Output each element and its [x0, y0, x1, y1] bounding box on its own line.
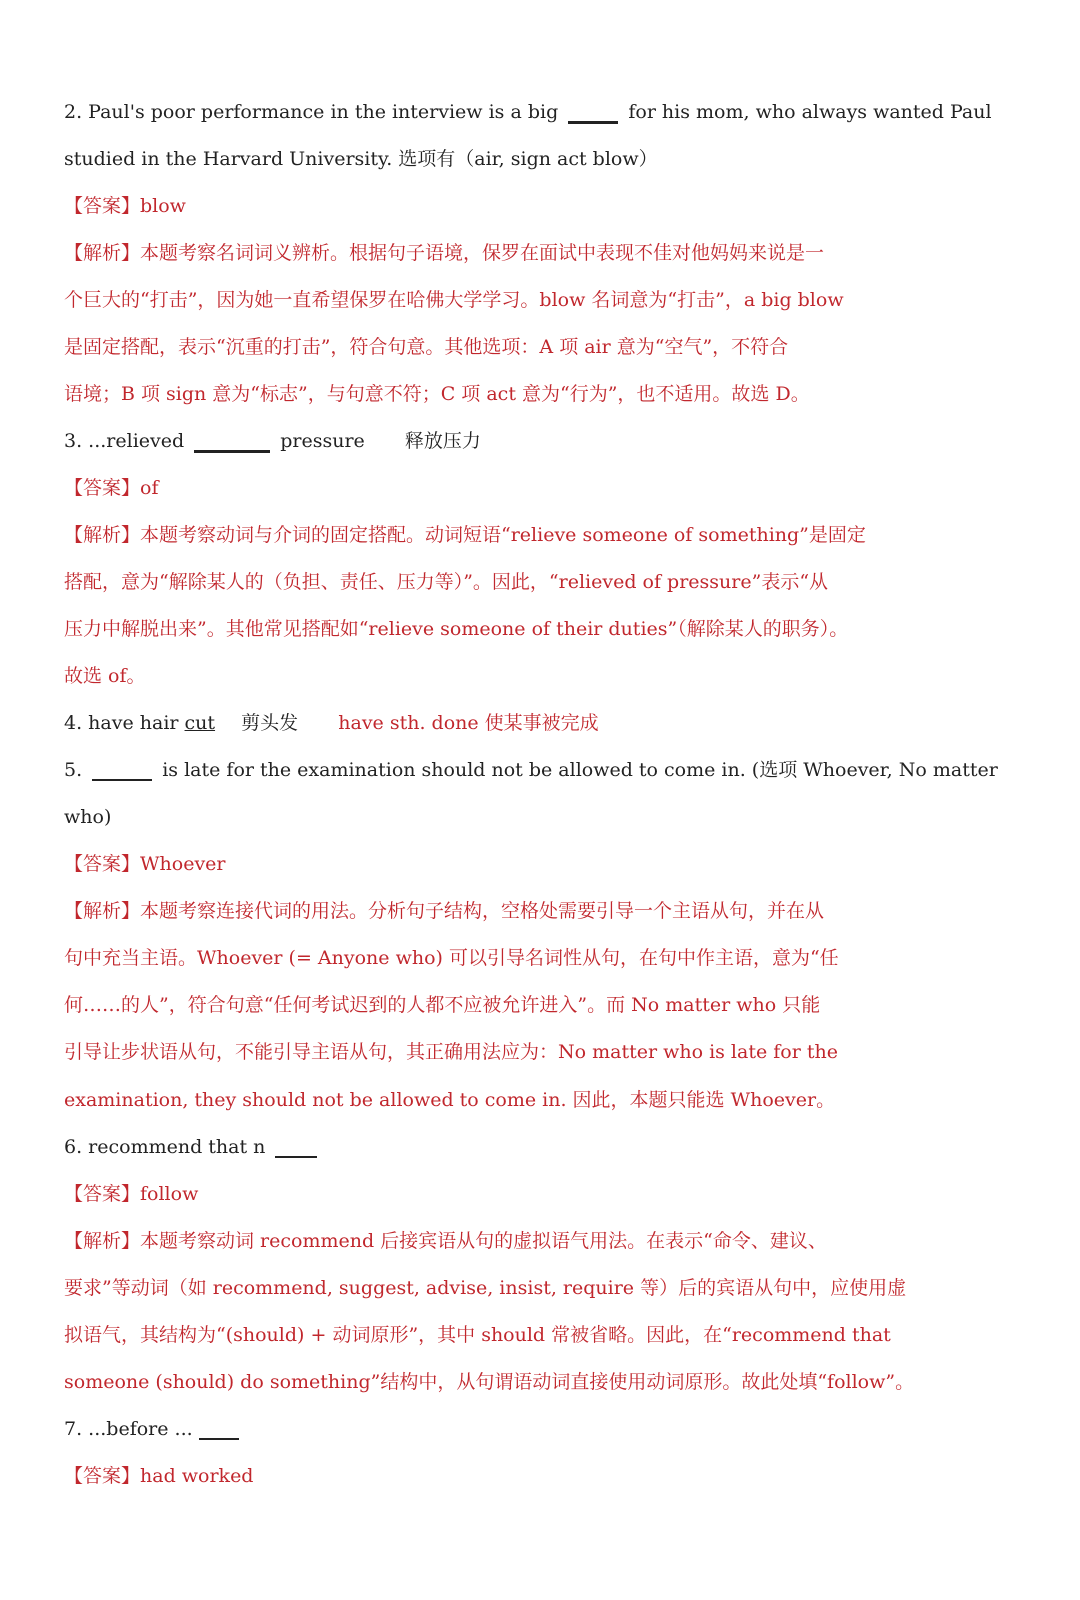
- question-2-line-2: studied in the Harvard University. 选项有（air, sign act blow）: [64, 148, 658, 170]
- question-5-prefix: 5.: [64, 759, 83, 781]
- question-6-line: [64, 1127, 914, 1167]
- question-7-answer: 【答案】had worked: [64, 1465, 254, 1487]
- question-4-line: [64, 703, 914, 743]
- question-6-analysis-line-1: 【解析】本题考察动词 recommend 后接宾语从句的虚拟语气用法。在表示“命令、建议、: [64, 1230, 827, 1252]
- answer-blank: [199, 1420, 239, 1440]
- question-5-line-2: who): [64, 806, 112, 828]
- question-2-analysis-line-1: 【解析】本题考察名词词义辨析。根据句子语境，保罗在面试中表现不佳对他妈妈来说是一: [64, 242, 825, 264]
- question-6-analysis-line-3: 拟语气，其结构为“(should) + 动词原形”，其中 should 常被省略。因此，在“recommend that: [64, 1324, 891, 1346]
- question-2-analysis-line-4: 语境；B 项 sign 意为“标志”，与句意不符；C 项 act 意为“行为”，也不适用。故选 D。: [64, 383, 810, 405]
- question-3-suffix: pressure: [280, 430, 365, 452]
- question-5-analysis-line-5: examination, they should not be allowed to come in. 因此，本题只能选 Whoever。: [64, 1089, 836, 1111]
- question-3-prefix: 3. ...relieved: [64, 430, 185, 452]
- answer-blank: [275, 1138, 317, 1158]
- question-3-line: [64, 421, 914, 461]
- question-6-analysis-line-4: someone (should) do something”结构中，从句谓语动词直接使用动词原形。故此处填“follow”。: [64, 1371, 915, 1393]
- question-2-answer: 【答案】blow: [64, 195, 186, 217]
- question-3-answer: 【答案】of: [64, 477, 159, 499]
- question-7-prefix: 7. ...before ...: [64, 1418, 193, 1440]
- question-6-prefix: 6. recommend that n: [64, 1136, 266, 1158]
- question-2-analysis-line-3: 是固定搭配，表示“沉重的打击”，符合句意。其他选项：A 项 air 意为“空气”，不符合: [64, 336, 789, 358]
- question-3-analysis-line-4: 故选 of。: [64, 665, 146, 687]
- question-3-analysis-line-2: 搭配，意为“解除某人的（负担、责任、压力等）”。因此，“relieved of pressure”表示“从: [64, 571, 829, 593]
- question-2-analysis-line-2: 个巨大的“打击”，因为她一直希望保罗在哈佛大学学习。blow 名词意为“打击”，a big blow: [64, 289, 844, 311]
- answer-blank: [92, 761, 152, 781]
- question-4-meaning: 剪头发: [241, 712, 299, 734]
- question-5-analysis-line-3: 何……的人”，符合句意“任何考试迟到的人都不应被允许进入”。而 No matter who 只能: [64, 994, 821, 1016]
- answer-blank: [194, 432, 270, 453]
- question-4-note: have sth. done 使某事被完成: [338, 712, 599, 734]
- question-5-analysis-line-4: 引导让步状语从句，不能引导主语从句，其正确用法应为：No matter who is late for the: [64, 1041, 838, 1063]
- question-3-meaning: 释放压力: [404, 430, 481, 452]
- question-6-answer: 【答案】follow: [64, 1183, 199, 1205]
- question-2-text-b: for his mom, who always wanted Paul: [628, 101, 992, 123]
- question-5-line-1: [64, 750, 998, 790]
- question-2-line-1: [64, 92, 992, 132]
- question-6-analysis-line-2: 要求”等动词（如 recommend, suggest, advise, insist, require 等）后的宾语从句中，应使用虚: [64, 1277, 907, 1299]
- question-5-analysis-line-2: 句中充当主语。Whoever (= Anyone who) 可以引导名词性从句，在句中作主语，意为“任: [64, 947, 839, 969]
- question-5-answer: 【答案】Whoever: [64, 853, 226, 875]
- question-4-prefix: 4. have hair: [64, 712, 179, 734]
- question-2-text-a: 2. Paul's poor performance in the interview is a big: [64, 101, 559, 123]
- question-3-analysis-line-1: 【解析】本题考察动词与介词的固定搭配。动词短语“relieve someone of something”是固定: [64, 524, 866, 546]
- question-5-analysis-line-1: 【解析】本题考察连接代词的用法。分析句子结构，空格处需要引导一个主语从句，并在从: [64, 900, 825, 922]
- question-3-analysis-line-3: 压力中解脱出来”。其他常见搭配如“relieve someone of their duties”（解除某人的职务）。: [64, 618, 849, 640]
- question-5-text: is late for the examination should not be allowed to come in. (选项 Whoever, No matter: [162, 759, 998, 781]
- question-4-underlined-word: cut: [184, 712, 216, 734]
- question-7-line: [64, 1409, 914, 1449]
- answer-blank: [568, 103, 618, 124]
